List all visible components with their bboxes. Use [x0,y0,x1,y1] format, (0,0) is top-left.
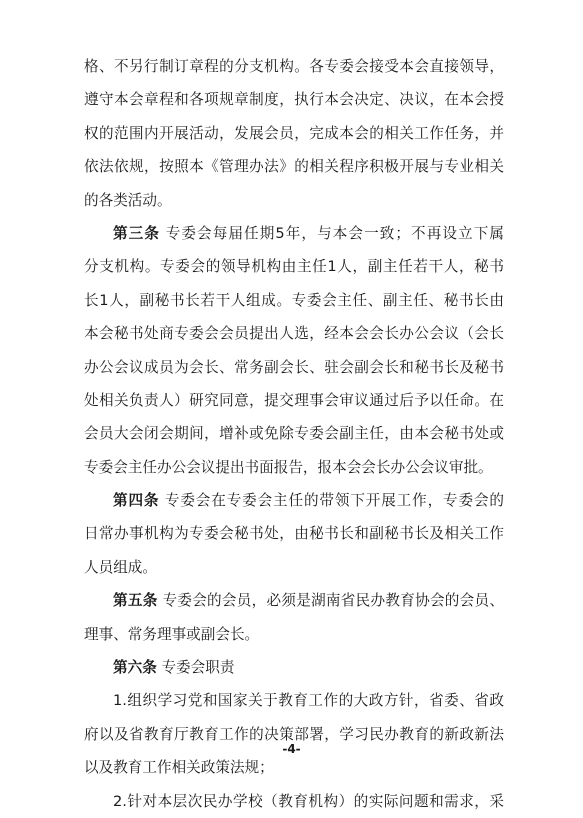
text-line: 2.针对本层次民办学校（教育机构）的实际问题和需求，采 [113,792,504,810]
text-line: 人员组成。 [84,558,157,576]
article-3-first-line: 第三条 专委会每届任期5年，与本会一致；不再设立下属 [113,224,504,242]
text-line: 遵守本会章程和各项规章制度，执行本会决定、决议，在本会授 [84,91,504,109]
article-heading: 第三条 [113,224,160,242]
text-line: 格、不另行制订章程的分支机构。各专委会接受本会直接领导， [84,58,504,75]
text-line: 1.组织学习党和国家关于教育工作的大政方针，省委、省政 [113,692,504,710]
text-line: 的各类活动。 [84,191,172,209]
article-6-first-line: 第六条 专委会职责 [113,659,235,677]
page-number: -4- [282,742,301,756]
text-line: 专委会主任办公会议提出书面报告，报本会会长办公会议审批。 [84,458,493,476]
article-4-first-line: 第四条 专委会在专委会主任的带领下开展工作，专委会的 [113,492,504,510]
text-line: 以及教育工作相关政策法规； [84,759,274,777]
text-line: 会员大会闭会期间，增补或免除专委会副主任，由本会秘书处或 [84,425,504,443]
article-5-first-line: 第五条 专委会的会员，必须是湖南省民办教育协会的会员、 [113,592,504,610]
text-line: 办公会议成员为会长、常务副会长、驻会副会长和秘书长及秘书 [84,358,504,376]
text-line: 日常办事机构为专委会秘书处，由秘书长和副秘书长及相关工作 [84,525,504,543]
text-line: 分支机构。专委会的领导机构由主任1人，副主任若干人，秘书 [84,258,504,276]
article-heading: 第五条 [113,592,158,610]
text-line: 理事、常务理事或副会长。 [84,625,260,643]
document-body [84,50,504,818]
text-line: 府以及省教育厅教育工作的决策部署，学习民办教育的新政新法 [84,725,504,743]
text-line: 处相关负责人）研究同意，提交理事会审议通过后予以任命。在 [84,391,504,409]
text-line: 长1人，副秘书长若干人组成。专委会主任、副主任、秘书长由 [84,291,504,309]
article-heading: 第六条 [113,659,157,677]
text-line: 本会秘书处商专委会会员提出人选，经本会会长办公会议（会长 [84,325,504,343]
text-line: 依法依规，按照本《管理办法》的相关程序积极开展与专业相关 [84,158,504,176]
text-line: 权的范围内开展活动，发展会员，完成本会的相关工作任务，并 [84,124,504,142]
article-heading: 第四条 [113,492,160,510]
